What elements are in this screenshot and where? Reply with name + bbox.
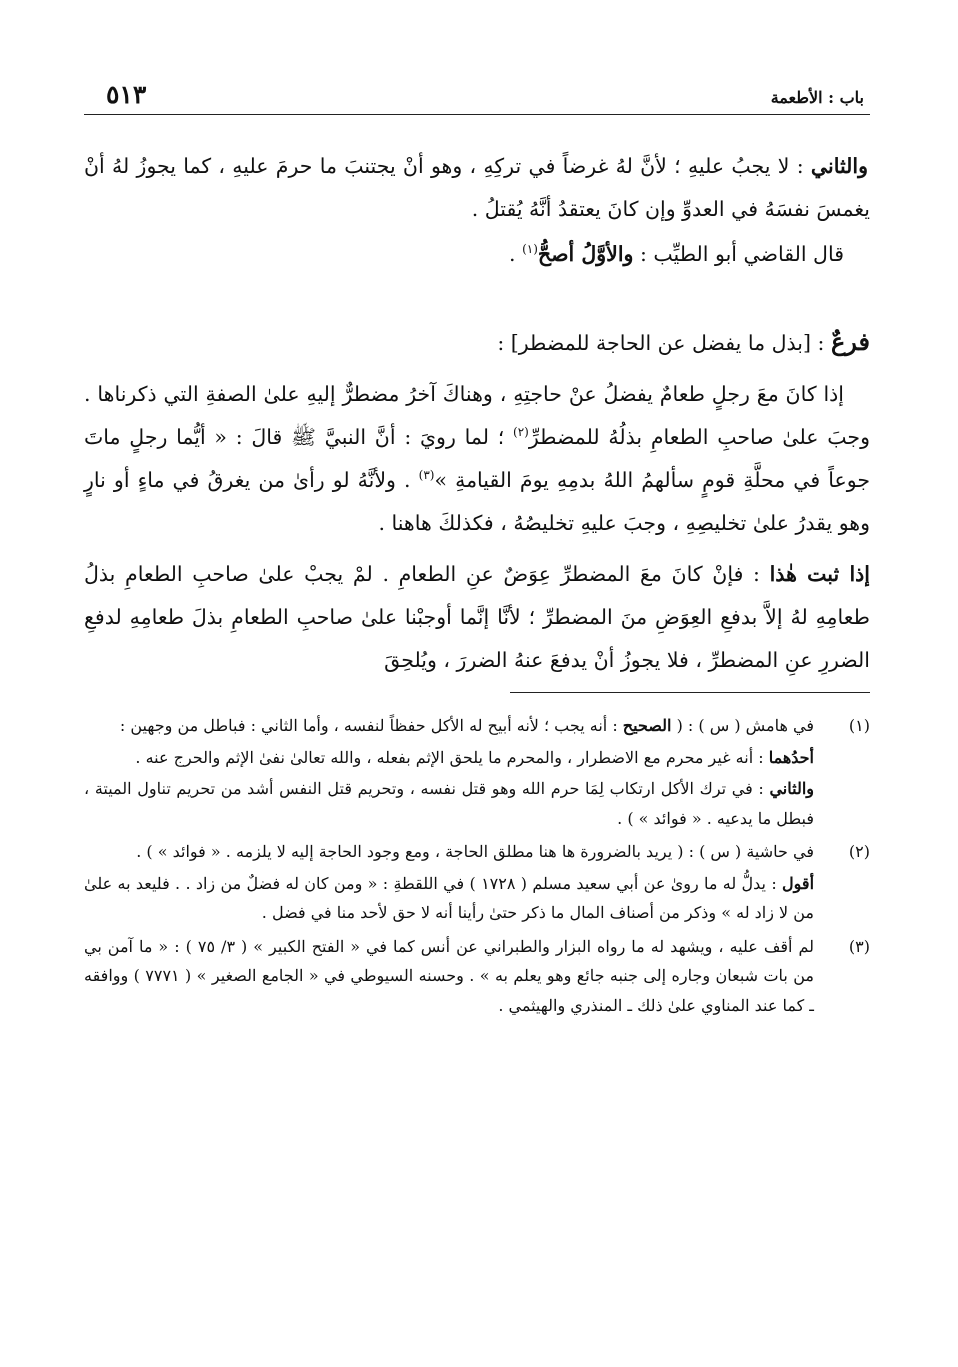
footnote-number: (٢) [848, 842, 870, 861]
footnote-ref-2[interactable]: (٢) [513, 425, 529, 440]
main-text [84, 145, 870, 682]
footnotes [84, 711, 870, 1020]
section-label: فرعٌ [830, 327, 870, 356]
paragraph-text: ؛ لما رويَ : أنَّ النبيَّ ﷺ قالَ : « أيُّما رجلٍ ماتَ جوعاً في محلَّةِ قومٍ سألهمُ اللهُ بدمِهِ يومَ القيامةِ » [84, 425, 871, 492]
footnote-2 [84, 837, 870, 928]
footnote-text: في هامش ( س ) : ( [671, 716, 814, 735]
footnote-number: (٣) [848, 936, 870, 956]
footnote-divider [510, 692, 870, 693]
running-header [84, 70, 870, 115]
book-page [84, 70, 870, 1330]
footnote-text: : في ترك الأكل ارتكاب لِمَا حرم الله وهو قتل نفسه ، وتحريم قتل النفس أشد من تحريم تناول الميتة ، فبطل ما يدعيه . « فوائد » ) . [84, 779, 814, 828]
footnote-emphasis: الصحيح [622, 716, 672, 735]
paragraph-text: قال القاضي أبو الطيِّب : [633, 242, 844, 266]
paragraph-label: والثاني [810, 154, 868, 178]
paragraph-text: . ولأنَّهُ لو رأىٰ من يغرقُ في ماءٍ أو نارٍ وهو يقدرُ علىٰ تخليصِهِ ، وجبَ عليهِ تخليصُهُ ، فكذلكَ هاهنا . [84, 468, 870, 535]
paragraph-text: . [509, 242, 523, 266]
paragraph-text: : لا يجبُ عليهِ ؛ لأنَّ لهُ غرضاً في تركِهِ ، وهو أنْ يجتنبَ ما حرمَ عليهِ ، كما يجوزُ لهُ أنْ يغمسَ نفسَهُ في العدوِّ وإن كانَ يعتقدُ أنَّهُ يُقتلُ . [84, 154, 870, 221]
section-heading [84, 320, 870, 365]
paragraph-second-opinion [84, 145, 870, 231]
paragraph-surplus-food [84, 373, 870, 545]
footnote-body [84, 932, 814, 1021]
footnote-sublabel: والثاني [769, 779, 814, 798]
footnote-ref-3[interactable]: (٣) [418, 468, 435, 483]
footnote-lead [84, 711, 814, 741]
paragraph-qadi-quote [84, 233, 870, 276]
footnote-text: : يدلُّ له ما رویٰ عن أبي سعيد مسلم ( ١٧٢٨ ) في اللقطةِ : « ومن كان له فضلٌ من زاد . . فليعد به علىٰ من لا زاد له » وذكر من أصناف المال ما ذكر حتىٰ رأينا أنه لا حق لأحد منا في فضل . [84, 873, 814, 922]
footnote-number: (١) [848, 716, 870, 735]
footnote-ref-1[interactable]: (١) [522, 242, 538, 257]
section-title: : [بذل ما يفضل عن الحاجة للمضطر] : [497, 331, 831, 355]
footnote-body [84, 837, 814, 928]
paragraph-compensation [84, 553, 870, 682]
footnote-text: : أنه غير محرم مع الاضطرار ، والمحرم ما يلحق الإثم بفعله ، والله تعالىٰ نفىٰ الإثم والحرج عنه . [135, 747, 769, 767]
footnote-lead: في حاشية ( س ) : ( يريد بالضرورة ها هنا مطلق الحاجة ، ومع وجود الحاجة إليه لا يلزمه . « فوائد » ) . [136, 842, 814, 861]
footnote-3 [84, 932, 870, 1021]
footnote-subpoint [84, 774, 814, 833]
page-number: ٥١٣ [106, 80, 147, 109]
paragraph-emphasis: والأوَّلُ أصحُّ [537, 242, 634, 266]
paragraph-text: : فإنْ كانَ معَ المضطرِّ عِوَضٌ عنِ الطعامِ . لمْ يجبْ علىٰ صاحبِ الطعامِ بذلُ طعامِهِ لهُ إلاَّ بدفعِ العِوَضِ منَ المضطرِّ ؛ لأنَّا إنَّما أوجبْنا علىٰ صاحبِ الطعامِ بذلَ طعامِهِ لدفعِ الضررِ عنِ المضطرِّ ، فلا يجوزُ أنْ يدفعَ عنهُ الضررَ ، ويُلحِقَ [84, 562, 870, 672]
footnote-text: : أنه يجب ؛ لأنه أبيح له الأكل حفظاً لنفسه ، وأما الثاني : فباطل من وجهين : [119, 716, 623, 735]
footnote-sublabel: أقول [782, 873, 815, 893]
paragraph-text: إذا كانَ معَ رجلٍ طعامٌ يفضلُ عنْ حاجتِهِ ، وهناكَ آخرُ مضطرٌّ إليهِ علىٰ الصفةِ التي ذكرناها . وجبَ علىٰ صاحبِ الطعامِ بذلُهُ للمضطرِّ [84, 382, 870, 449]
chapter-title: باب : الأطعمة [770, 88, 864, 107]
footnote-sublabel: أحدُهما [768, 747, 814, 767]
footnote-1 [84, 711, 870, 833]
footnote-subpoint [84, 743, 814, 773]
footnote-lead: لم أقف عليه ، ويشهد له ما رواه البزار والطبراني عن أنس كما في « الفتح الكبير » ( ٣/ ٧٥ ) : « ما آمن بي من بات شبعان وجاره إلى جنبه جائع وهو يعلم به » . وحسنه السيوطي في « الجامع الصغير » ( ٧٧٧١ ) ووافقه ـ كما عند المناوي علىٰ ذلك ـ المنذري والهيثمي . [84, 936, 815, 1015]
footnote-subpoint [84, 869, 814, 928]
paragraph-label: إذا ثبت هٰذا [769, 562, 870, 586]
footnote-body [84, 711, 814, 833]
